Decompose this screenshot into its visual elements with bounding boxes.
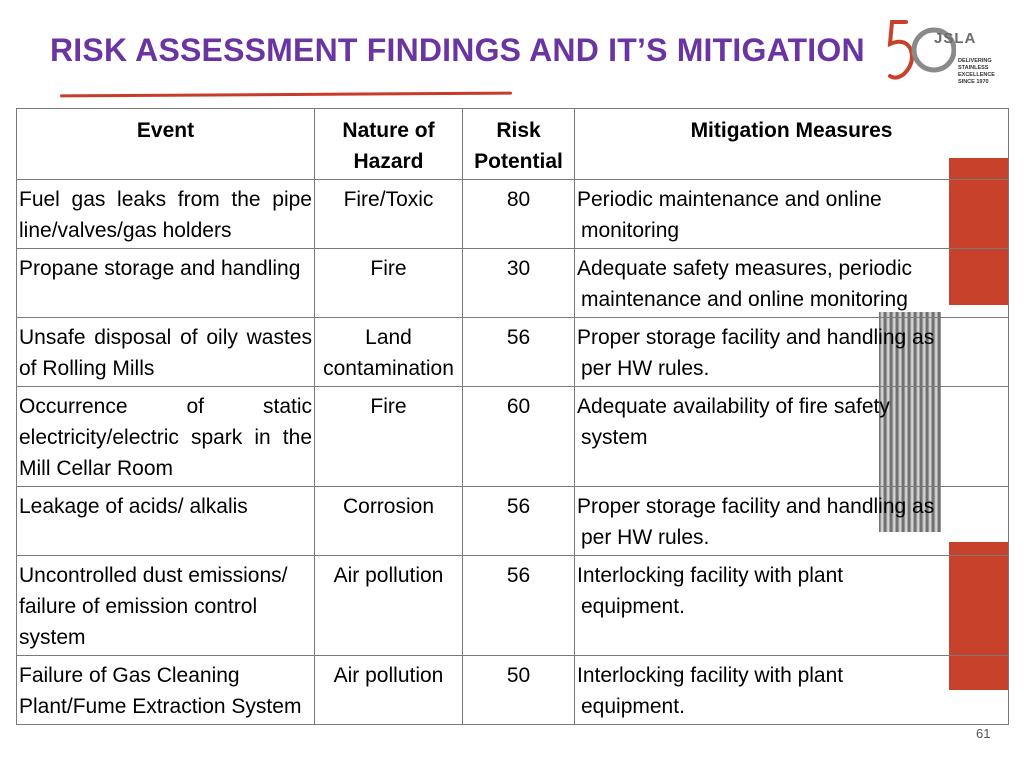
risk-cell: 56 [463, 556, 575, 656]
table-row [17, 487, 1009, 556]
mitigation-line-1: Periodic maintenance and online [577, 188, 882, 211]
mitigation-line-2: monitoring [581, 219, 680, 242]
mitigation-line-1: Adequate availability of fire safety [577, 395, 890, 418]
header-event: Event [17, 109, 315, 180]
event-cell: Leakage of acids/ alkalis [17, 487, 315, 556]
logo-brand: JSLA [934, 30, 977, 47]
title-underline [60, 92, 512, 98]
nature-cell: Fire [315, 249, 463, 318]
header-risk-potential: Risk Potential [463, 109, 575, 180]
mitigation-cell [575, 249, 1009, 318]
mitigation-line-2: per HW rules. [581, 526, 710, 549]
mitigation-line-2: system [581, 426, 648, 449]
event-cell: Fuel gas leaks from the pipe line/valves/gas holders [17, 180, 315, 249]
event-cell: Uncontrolled dust emissions/ failure of emission control system [17, 556, 315, 656]
mitigation-cell [575, 318, 1009, 387]
table-row [17, 556, 1009, 656]
company-logo [886, 14, 1018, 94]
mitigation-cell [575, 487, 1009, 556]
event-cell: Propane storage and handling [17, 249, 315, 318]
risk-cell: 80 [463, 180, 575, 249]
risk-cell: 56 [463, 318, 575, 387]
risk-cell: 56 [463, 487, 575, 556]
risk-cell: 30 [463, 249, 575, 318]
header-mitigation-measures: Mitigation Measures [575, 109, 1009, 180]
nature-cell: Fire [315, 387, 463, 487]
mitigation-line-1: Interlocking facility with plant [577, 564, 844, 587]
event-cell: Failure of Gas Cleaning Plant/Fume Extraction System [17, 656, 315, 725]
mitigation-line-2: maintenance and online monitoring [581, 288, 908, 311]
risk-cell: 50 [463, 656, 575, 725]
nature-cell: Air pollution [315, 656, 463, 725]
table-row [17, 180, 1009, 249]
table-header-row [17, 109, 1009, 180]
nature-cell: Corrosion [315, 487, 463, 556]
event-cell: Unsafe disposal of oily wastes of Rolling Mills [17, 318, 315, 387]
nature-cell: Air pollution [315, 556, 463, 656]
risk-assessment-table [16, 108, 1009, 725]
mitigation-line-2: equipment. [581, 595, 685, 618]
risk-cell: 60 [463, 387, 575, 487]
header-nature-of-hazard: Nature of Hazard [315, 109, 463, 180]
mitigation-line-1: Interlocking facility with plant [577, 664, 844, 687]
mitigation-line-2: per HW rules. [581, 357, 710, 380]
nature-cell: Land contamination [315, 318, 463, 387]
fifty-years-logo-icon [886, 14, 956, 84]
mitigation-line-1: Proper storage facility and handling as [577, 495, 935, 518]
mitigation-cell [575, 556, 1009, 656]
page-number: 61 [976, 726, 991, 741]
event-cell: Occurrence of static electricity/electric spark in the Mill Cellar Room [17, 387, 315, 487]
mitigation-line-1: Adequate safety measures, periodic [577, 257, 913, 280]
table-row [17, 387, 1009, 487]
mitigation-cell [575, 180, 1009, 249]
table-row [17, 656, 1009, 725]
table-row [17, 249, 1009, 318]
nature-cell: Fire/Toxic [315, 180, 463, 249]
mitigation-line-2: equipment. [581, 695, 685, 718]
slide-title: RISK ASSESSMENT FINDINGS AND IT’S MITIGATION [50, 32, 865, 68]
logo-tagline: DELIVERING STAINLESS EXCELLENCE SINCE 1970 [958, 58, 995, 85]
mitigation-line-1: Proper storage facility and handling as [577, 326, 935, 349]
mitigation-cell [575, 387, 1009, 487]
mitigation-cell [575, 656, 1009, 725]
table-row [17, 318, 1009, 387]
